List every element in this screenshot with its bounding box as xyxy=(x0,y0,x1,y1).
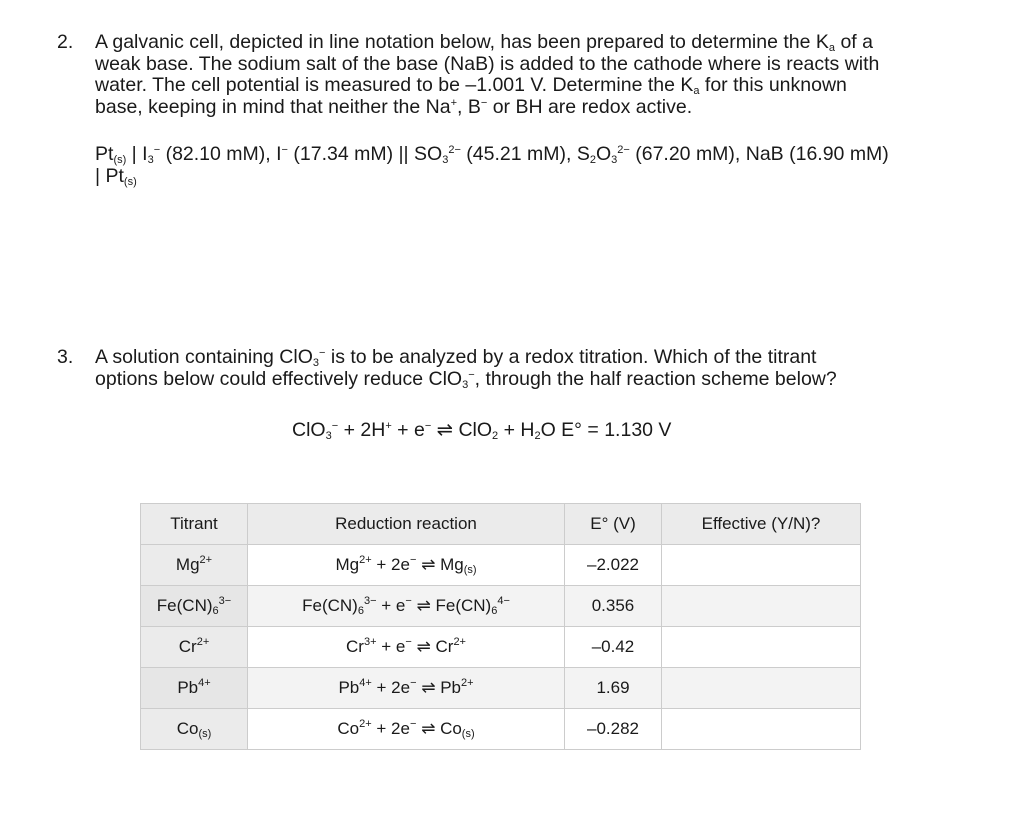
header-titrant: Titrant xyxy=(141,504,248,545)
e0-cell: –2.022 xyxy=(565,545,662,586)
table-row xyxy=(141,545,861,586)
titrant-cell: $Mg^{2+}$ xyxy=(141,545,248,586)
half-reaction: ClO$_3$− + 2H+ + e− ⇌ $ClO_2 + H_2O$ E° = 1.130 V xyxy=(292,419,672,442)
table-row xyxy=(141,668,861,709)
reaction-cell: $Fe(CN)_6^{3-} + e^-$ ⇌ $Fe(CN)_6^{4-}$ xyxy=(248,586,565,627)
reaction-cell: $Co^{2+} + 2e^-$ ⇌ $Co_{(s)}$ xyxy=(248,709,565,750)
effective-cell[interactable] xyxy=(662,545,861,586)
e0-cell: 1.69 xyxy=(565,668,662,709)
question-2-text: A galvanic cell, depicted in line notation below, has been prepared to determine the $K_a$ of a weak base. The sodium salt of the base (NaB) is added to the cathode where is reacts with water. The cell potential is measured to be –1.001 V. Determine the $K_a$ for this unknown base, keeping in mind that neither the Na+, B− or BH are redox active. xyxy=(95,31,880,118)
reaction-cell: $Mg^{2+} + 2e^-$ ⇌ $Mg_{(s)}$ xyxy=(248,545,565,586)
effective-cell[interactable] xyxy=(662,668,861,709)
e0-cell: 0.356 xyxy=(565,586,662,627)
table-header-row xyxy=(141,504,861,545)
titrant-cell: $Co_{(s)}$ xyxy=(141,709,248,750)
e0-cell: –0.282 xyxy=(565,709,662,750)
effective-cell[interactable] xyxy=(662,709,861,750)
effective-cell[interactable] xyxy=(662,586,861,627)
question-3-number: 3. xyxy=(57,346,74,368)
titrant-cell: $Fe(CN)_6^{3-}$ xyxy=(141,586,248,627)
header-reduction-reaction: Reduction reaction xyxy=(248,504,565,545)
titrant-cell: $Cr^{2+}$ xyxy=(141,627,248,668)
reaction-cell: $Cr^{3+} + e^-$ ⇌ $Cr^{2+}$ xyxy=(248,627,565,668)
reaction-cell: $Pb^{4+} + 2e^-$ ⇌ $Pb^{2+}$ xyxy=(248,668,565,709)
table-row xyxy=(141,709,861,750)
question-3-text: A solution containing ClO$_3$− is to be analyzed by a redox titration. Which of the titrant options below could effectively reduce ClO$_3$−, through the half reaction scheme below? xyxy=(95,346,837,391)
cell-line-notation: $Pt_{(s)}$ | $I_3^-$ (82.10 mM), I− (17.34 mM) || $SO_3^{2-}$ (45.21 mM), $S_2O_3^{2-}$ (67.20 mM), NaB (16.90 mM) | $Pt_{(s)}$ xyxy=(95,143,889,188)
table-row xyxy=(141,586,861,627)
effective-cell[interactable] xyxy=(662,627,861,668)
header-e0: E° (V) xyxy=(565,504,662,545)
e0-cell: –0.42 xyxy=(565,627,662,668)
titrant-table xyxy=(140,503,861,750)
titrant-cell: $Pb^{4+}$ xyxy=(141,668,248,709)
question-2-number: 2. xyxy=(57,31,74,53)
table-row xyxy=(141,627,861,668)
header-effective: Effective (Y/N)? xyxy=(662,504,861,545)
